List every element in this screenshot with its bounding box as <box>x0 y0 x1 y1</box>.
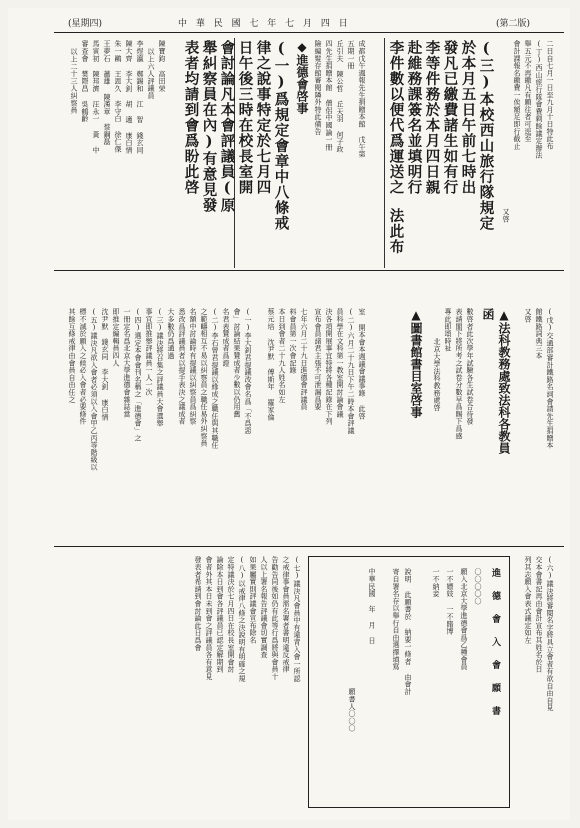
notice-line: 大多數仍爲通過 <box>167 308 175 360</box>
headline-line: 法此布 <box>387 208 405 255</box>
headline-line: (一)爲規定會章中八條戒 <box>272 40 290 231</box>
notice-line: (一)李大釗君提議改會名爲「不爲惡 <box>244 308 252 435</box>
notice-line: (三)議決將召集之評議員大會選舉 <box>156 308 164 427</box>
form-line: 一不嫖妓 一不賭博 <box>446 568 454 635</box>
notice-line: 成都戊午週報先生捐贈本館 戊午第 <box>358 40 366 158</box>
notice-line: (戊)交通部審計鐵路名詞會請先生捐贈本 <box>546 308 554 449</box>
notice-line: 即推定編輯員四人 <box>112 308 120 367</box>
name-line: 王夢石 蕭雄 陳漢章 蔡鋼磊 <box>103 40 111 146</box>
notice-line: 一冊定名爲北京大學進德會雜誌當 <box>123 308 131 418</box>
notice-line: 室 開本會本週議會議事錄 此啓 <box>358 308 366 420</box>
notice-line: (丁)西山旅行隊會費剩餘議定辦法 <box>535 40 543 159</box>
header-rule <box>54 32 564 33</box>
form-line: 中華民國 年 月 日 <box>368 568 376 644</box>
notice-line: 如果屬實則評議會宣布除名 <box>249 556 257 644</box>
section-heading: ▲圖書館書目室啓事 <box>409 308 423 418</box>
header-right: (第二版) <box>496 19 531 29</box>
section-heading: ▲法科教務處致法科各教員 <box>497 308 511 454</box>
headline-line: 發凡已繳費諸生如有行 <box>441 40 459 195</box>
form-line: 說明 此願書於 納要一條者 由會計 <box>404 568 412 696</box>
notice-line: 之範疇相互不易以糾察員之職任易外糾察員 <box>200 308 208 447</box>
headline-line: 李件數以便代爲運送之 <box>387 40 405 195</box>
headline-line: 李等件務於本月四日親 <box>423 40 441 195</box>
notice-line: 險編髮存館審閱隣外特此備告 <box>314 40 322 135</box>
notice-line: 會者外其本日未到會之評議員各有意見 <box>205 556 213 681</box>
name-line: 以上二十三人糾察員 <box>70 48 78 114</box>
newspaper-page <box>8 8 570 820</box>
notice-line: (八)以戒律八條之決說明有明確之規 <box>238 556 246 683</box>
notice-line: 又啓 <box>502 208 510 223</box>
headline-line: 舉糾察員在內)有意見發 <box>200 40 218 213</box>
section-heading: ◆進德會啓事 <box>295 40 309 114</box>
headline-line: 日午後三時在校長室開 <box>236 40 254 195</box>
name-line: 審查會 樊際昌 吳鶴齡 <box>81 40 89 123</box>
notice-line: 交本會書記再由會計宣布其姓名於日 <box>535 556 543 673</box>
form-line: 一不納妾 <box>432 568 440 598</box>
column-divider-1 <box>384 38 385 268</box>
form-codes: 〇〇〇〇〇 <box>474 568 482 605</box>
notice-line: 決各項開展事宜特將各種記錄在下列 <box>325 308 333 425</box>
notice-line: 又啓 <box>524 308 532 323</box>
notice-line: 會」討論結果贊成者少數以仍用舊 <box>233 308 241 418</box>
notice-line: 沈尹默 錢玄同 李大釗 康白情 <box>101 308 109 421</box>
row-divider <box>54 270 564 271</box>
notice-line: 本日到會者二十九人姓名如左 <box>278 308 286 403</box>
notice-line: 表請閣下將所考之試卷分數早爲賜下爲感 <box>455 308 463 440</box>
notice-line: 告勸告同後如仍有此等行爲將與會員十 <box>271 556 279 681</box>
notice-line: 列其志願入會表式議定如左 <box>524 556 532 644</box>
notice-line: (五)議決凡欲入會者必須以入會甲乙丙等階級以 <box>90 308 98 471</box>
notice-line: 名額中討論時有提議以糾察員爲糾察 <box>189 308 197 425</box>
notice-line: 專此即頌時祉 <box>444 308 452 352</box>
name-line: 陳大齊 李大釗 胡 適 康白情 <box>125 40 133 154</box>
headline-line: 赴維務課簽名並填明行 <box>405 40 423 195</box>
notice-line: 蔡元培 沈尹默 傅斯年 羅家倫 <box>267 308 275 421</box>
notice-line: 其餘互條戒律由會員自由任之 <box>68 308 76 403</box>
headline-line: 律之說事特定於七月四 <box>254 40 272 195</box>
header-center: 中 華 民 國 七 年 七 月 四 日 <box>178 19 351 29</box>
form-title: 進 德 會 入 會 願 書 <box>490 568 500 717</box>
notice-line: 宣布會員諸君主張不可泄漏爲要 <box>314 308 322 411</box>
header-left: (星期四) <box>68 19 103 29</box>
name-line: 李煜瀛 鄭錫和 江 智 錢玄同 <box>136 40 144 154</box>
notice-line: 人以上署名報告評議會切實調查 <box>260 556 268 659</box>
notice-line: (二)李石曾君提議以緣成之職任與其職任 <box>211 308 219 449</box>
notice-line: 二日自七月一日至九月十日特此布 <box>546 40 554 150</box>
notice-line: 五期一冊 <box>347 40 355 70</box>
notice-line: 四先生捐贈本館 僧侶中國論一冊 <box>325 40 333 151</box>
form-line: 願入北京大學進德會爲乙種會員 <box>460 568 468 671</box>
name-line: 朱一鷗 王恩久 李守白 徐仁傑 <box>114 40 122 153</box>
notice-line: 標不滅於願入之候必入會者必要條件 <box>79 308 87 425</box>
notice-line: (六)議決將審閱名字將具立會者有欲自由自見 <box>546 556 554 712</box>
headline-line: 表者均請到會爲盼此啓 <box>182 40 200 195</box>
name-line: 馬寅初 陳邦濟 汪永一 黃 中 <box>92 40 100 154</box>
name-line: 以上六人評議員 <box>147 48 155 100</box>
row-divider-2 <box>54 546 564 547</box>
notice-line: 定特議決於七月四日在校長室開會討 <box>227 556 235 673</box>
notice-line: 悉改爲評議員者以提手表決之議成者 <box>178 308 186 425</box>
notice-line: 名君表贊成者爲證 <box>222 308 230 367</box>
notice-line: 料會員第一次會記錄 <box>289 308 297 374</box>
notice-line: 之戒律事會員需名署者書明違反戒律 <box>282 556 290 673</box>
notice-line: (二)六月二十九日下午二時本會評議 <box>347 308 355 435</box>
notice-line: 事宜即推舉評議員一人一次 <box>145 308 153 396</box>
notice-line: 舉五元不再繳凡有願往者可逕至 <box>524 40 532 143</box>
notice-line: 七年六月二十九日進德會評議員 <box>300 308 308 411</box>
form-line: 願書人〇〇〇 <box>348 688 356 732</box>
notice-line: 館鐵路詞典三本 <box>535 308 543 360</box>
headline-line: (三)本校西山旅行隊規定 <box>477 40 495 231</box>
notice-line: 發表者希請到會討論此日爲會 <box>194 556 202 651</box>
name-line: 陳寶鈞 高田荣 <box>158 40 166 93</box>
notice-line: 數啓者此次學年試驗各生試卷合待發 <box>466 308 474 425</box>
section-heading: 函 <box>481 308 495 320</box>
notice-line: 丘引夫 陳公哲 丘天羽 何子政 <box>336 40 344 153</box>
form-line: 寄自署名存以舉行自由選擇填寫 <box>392 568 400 671</box>
headline-line: 於本月五日午前七時出 <box>459 40 477 195</box>
notice-line: 論除本日到會各評議員已認定解期到 <box>216 556 224 673</box>
notice-line: (四)選定本會會刊名稱之「進德會」之 <box>134 308 142 442</box>
headline-line: 會討論凡本會評議員(原 <box>218 40 236 213</box>
notice-line: 員科學在文科第一教室開討論會議 <box>336 308 344 418</box>
notice-line: 會計課報名繳費一俟額足即行截止 <box>513 40 521 150</box>
notice-line: (七)議決凡會員中有違背入會一所認 <box>293 556 301 683</box>
notice-line: 北京大學法科教務處啓 <box>433 338 441 411</box>
